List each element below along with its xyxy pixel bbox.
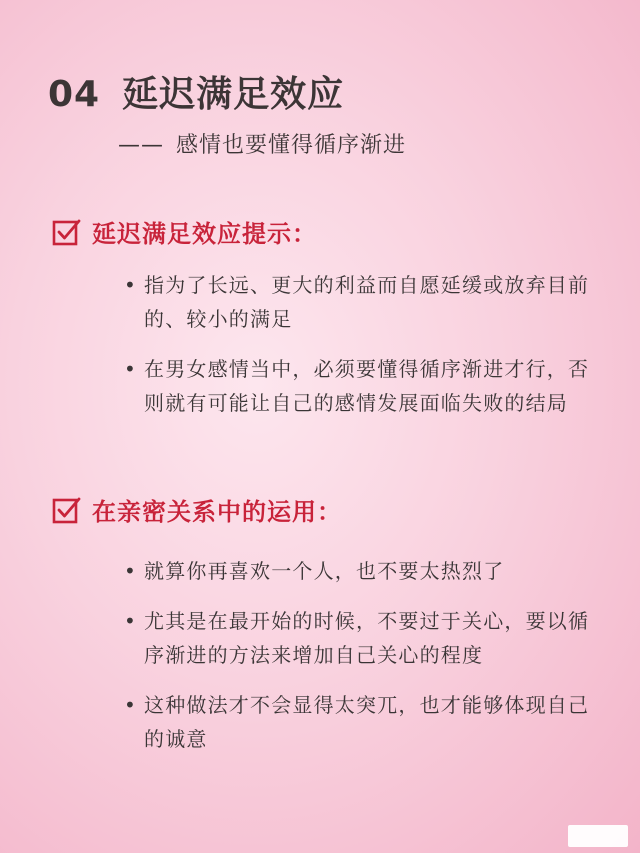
bullet-text: 尤其是在最开始的时候，不要过于关心，要以循序渐进的方法来增加自己关心的程度 <box>144 609 590 667</box>
checkbox-checked-icon <box>52 495 82 525</box>
bullet-dot-icon: • <box>124 609 137 633</box>
bullet-dot-icon: • <box>124 693 137 717</box>
bullet-dot-icon: • <box>124 273 137 297</box>
subtitle-text: 感情也要懂得循序渐进 <box>176 133 407 158</box>
list-item <box>124 268 594 336</box>
list-item <box>124 688 594 756</box>
page-subtitle <box>118 128 406 159</box>
section-title: 在亲密关系中的运用： <box>92 498 342 526</box>
section-heading-application <box>52 492 342 527</box>
subtitle-dash: —— <box>118 133 164 158</box>
bullet-list-application <box>124 554 594 772</box>
bullet-list-tips <box>124 268 594 436</box>
bullet-dot-icon: • <box>124 357 137 381</box>
section-heading-tips <box>52 214 317 249</box>
title-number: 04 <box>48 74 101 115</box>
bullet-text: 就算你再喜欢一个人，也不要太热烈了 <box>144 559 505 583</box>
list-item <box>124 352 594 420</box>
bullet-text: 在男女感情当中，必须要懂得循序渐进才行，否则就有可能让自己的感情发展面临失败的结局 <box>144 357 590 415</box>
watermark-badge <box>568 825 628 847</box>
bullet-text: 指为了长远、更大的利益而自愿延缓或放弃目前的、较小的满足 <box>144 273 590 331</box>
list-item <box>124 554 594 588</box>
bullet-text: 这种做法才不会显得太突兀，也才能够体现自己的诚意 <box>144 693 590 751</box>
section-title: 延迟满足效应提示： <box>92 220 317 248</box>
list-item <box>124 604 594 672</box>
title-text: 延迟满足效应 <box>122 74 345 115</box>
bullet-dot-icon: • <box>124 559 137 583</box>
page-title <box>48 66 344 117</box>
checkbox-checked-icon <box>52 217 82 247</box>
